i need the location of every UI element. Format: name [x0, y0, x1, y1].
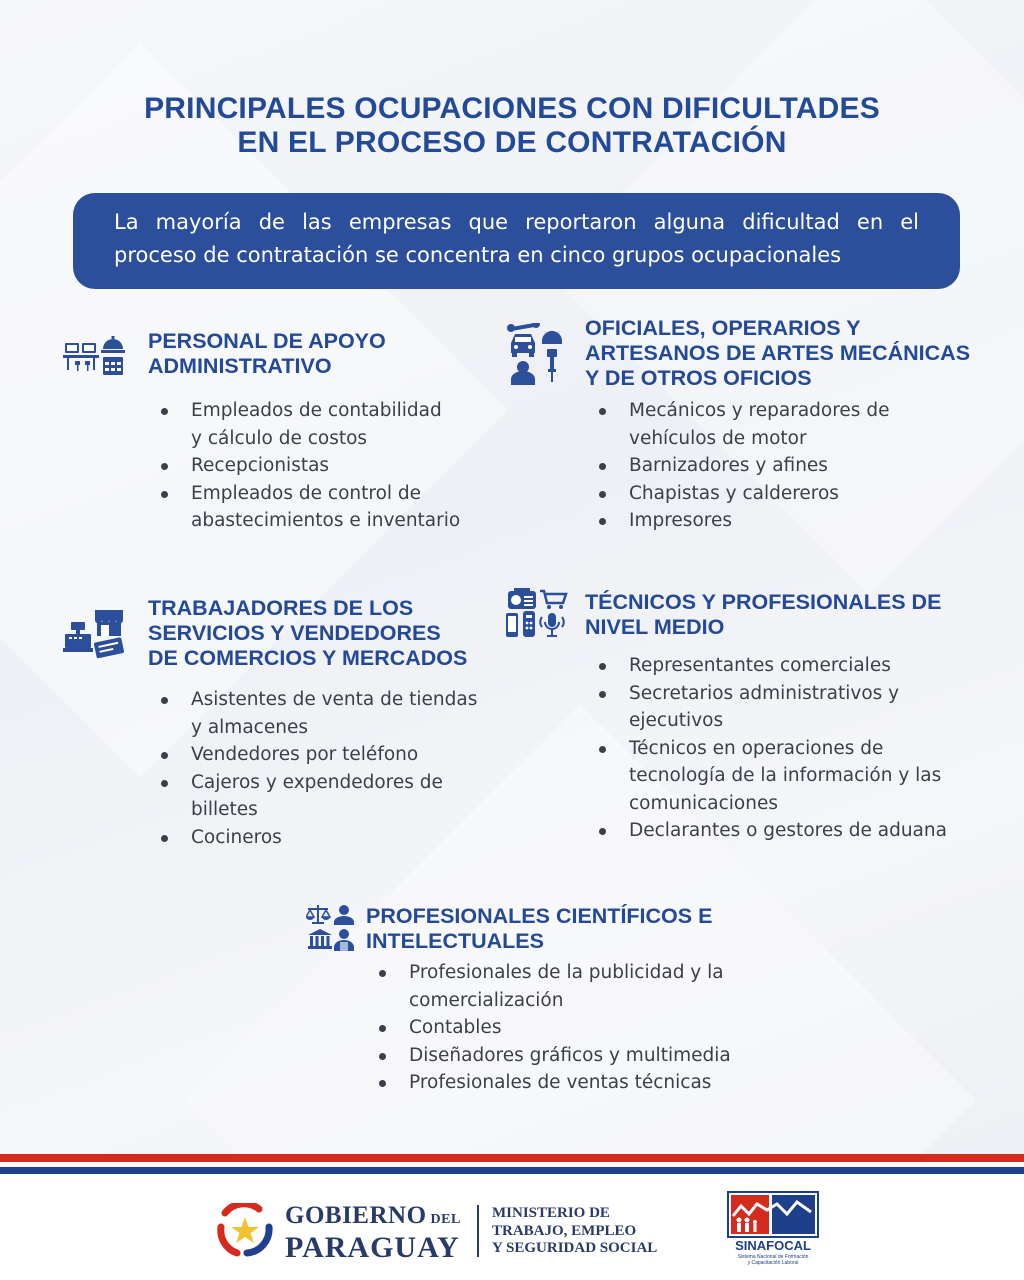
- section-title-line: ARTESANOS DE ARTES MECÁNICAS: [585, 341, 971, 365]
- section-title-line: NIVEL MEDIO: [585, 615, 725, 639]
- list-item-line: Cajeros y expendedores de: [191, 771, 443, 793]
- list-item: [595, 735, 947, 818]
- section-title: [585, 316, 970, 391]
- list-item-line: Chapistas y caldereros: [629, 482, 839, 504]
- intro-box: [73, 193, 960, 289]
- sinafocal-subtitle-line: Sistema Nacional de Formación: [737, 1254, 809, 1260]
- list-item-line: ejecutivos: [629, 710, 724, 731]
- list-item-line: Diseñadores gráficos y multimedia: [409, 1044, 731, 1066]
- list-item-line: Empleados de contabilidad: [191, 400, 442, 421]
- footer-divider: [477, 1205, 479, 1257]
- paraguay-star-logo: [217, 1203, 275, 1257]
- list-item-line: comercialización: [409, 989, 564, 1011]
- list-item: [595, 397, 889, 452]
- list-item-line: Barnizadores y afines: [629, 455, 828, 476]
- list-item-line: vehículos de motor: [629, 427, 807, 449]
- section-title-line: TÉCNICOS Y PROFESIONALES DE: [585, 590, 942, 614]
- item-list: [375, 959, 731, 1097]
- list-item: [595, 652, 947, 680]
- gobierno-word: GOBIERNO: [285, 1202, 427, 1229]
- section-title-line: INTELECTUALES: [366, 929, 544, 953]
- list-item-line: Recepcionistas: [191, 455, 330, 476]
- list-item-line: Técnicos en operaciones de: [629, 737, 884, 759]
- section-title-line: TRABAJADORES DE LOS: [148, 596, 414, 620]
- intro-line: La mayoría de las empresas que reportaron alguna dificultad en el: [114, 210, 919, 234]
- page-title: [0, 92, 1024, 160]
- list-item-line: y almacenes: [191, 716, 308, 738]
- sinafocal-subtitle-line: y Capacitación Laboral: [747, 1260, 799, 1266]
- section-title-line: OFICIALES, OPERARIOS Y: [585, 316, 861, 340]
- list-item-line: Contables: [409, 1017, 502, 1038]
- item-list: [157, 397, 460, 535]
- list-item-line: Vendedores por teléfono: [191, 744, 419, 765]
- list-item-line: tecnología de la información y las: [629, 765, 942, 786]
- del-word: DEL: [430, 1212, 461, 1227]
- professionals-icon: [306, 903, 356, 951]
- list-item-line: abastecimientos e inventario: [191, 510, 461, 531]
- list-item: [375, 1042, 731, 1070]
- section-title-line: PROFESIONALES CIENTÍFICOS E: [366, 904, 713, 928]
- sinafocal-logo: [727, 1190, 819, 1240]
- section-title: [585, 590, 941, 640]
- page-title-line: EN EL PROCESO DE CONTRATACIÓN: [237, 126, 787, 159]
- sinafocal-name: SINAFOCAL: [735, 1238, 811, 1253]
- ministry-line: MINISTERIO DE: [492, 1205, 610, 1221]
- list-item: [595, 817, 947, 845]
- item-list: [595, 397, 889, 535]
- list-item-line: billetes: [191, 799, 258, 820]
- paraguay-word: PARAGUAY: [285, 1231, 460, 1264]
- office-desk-icon: [63, 333, 125, 379]
- section-title: [366, 904, 712, 954]
- item-list: [595, 652, 947, 845]
- list-item: [595, 452, 889, 480]
- ministry-name: [492, 1205, 657, 1258]
- list-item-line: Representantes comerciales: [629, 655, 891, 676]
- sinafocal-subtitle: [727, 1254, 819, 1266]
- list-item-line: Empleados de control de: [191, 482, 422, 504]
- ministry-line: Y SEGURIDAD SOCIAL: [492, 1240, 658, 1256]
- list-item: [375, 1069, 731, 1097]
- list-item-line: Profesionales de la publicidad y la: [409, 962, 724, 983]
- list-item: [157, 686, 477, 741]
- intro-line: proceso de contratación se concentra en cinco grupos ocupacionales: [114, 243, 842, 267]
- flag-stripe-red: [0, 1154, 1024, 1162]
- list-item-line: Impresores: [629, 510, 732, 531]
- list-item-line: Profesionales de ventas técnicas: [409, 1072, 712, 1093]
- list-item-line: comunicaciones: [629, 792, 778, 814]
- list-item: [157, 397, 460, 452]
- section-title: [148, 329, 386, 379]
- item-list: [157, 686, 477, 851]
- list-item-line: Secretarios administrativos y: [629, 682, 900, 704]
- list-item-line: Declarantes o gestores de aduana: [629, 820, 947, 841]
- list-item-line: Mecánicos y reparadores de: [629, 400, 890, 421]
- shop-register-icon: [63, 608, 125, 660]
- list-item: [157, 769, 477, 824]
- list-item: [157, 824, 477, 852]
- list-item: [375, 1014, 731, 1042]
- list-item: [595, 480, 889, 508]
- list-item-line: y cálculo de costos: [191, 427, 368, 449]
- section-title-line: ADMINISTRATIVO: [148, 354, 332, 378]
- list-item: [375, 959, 731, 1014]
- devices-tech-icon: [504, 587, 572, 639]
- ministry-line: TRABAJO, EMPLEO: [492, 1222, 637, 1239]
- list-item: [595, 680, 947, 735]
- mechanic-tools-icon: [507, 323, 567, 385]
- list-item-line: Cocineros: [191, 826, 282, 848]
- section-title-line: SERVICIOS Y VENDEDORES: [148, 621, 441, 645]
- list-item: [157, 480, 460, 535]
- flag-stripe-blue: [0, 1167, 1024, 1174]
- section-title: [148, 596, 467, 671]
- section-title-line: Y DE OTROS OFICIOS: [585, 366, 812, 390]
- list-item: [157, 741, 477, 769]
- section-title-line: DE COMERCIOS Y MERCADOS: [148, 646, 468, 670]
- list-item: [157, 452, 460, 480]
- page-title-line: PRINCIPALES OCUPACIONES CON DIFICULTADES: [144, 92, 880, 125]
- section-title-line: PERSONAL DE APOYO: [148, 329, 386, 353]
- list-item: [595, 507, 889, 535]
- list-item-line: Asistentes de venta de tiendas: [191, 689, 478, 710]
- gobierno-wordmark: [285, 1203, 461, 1263]
